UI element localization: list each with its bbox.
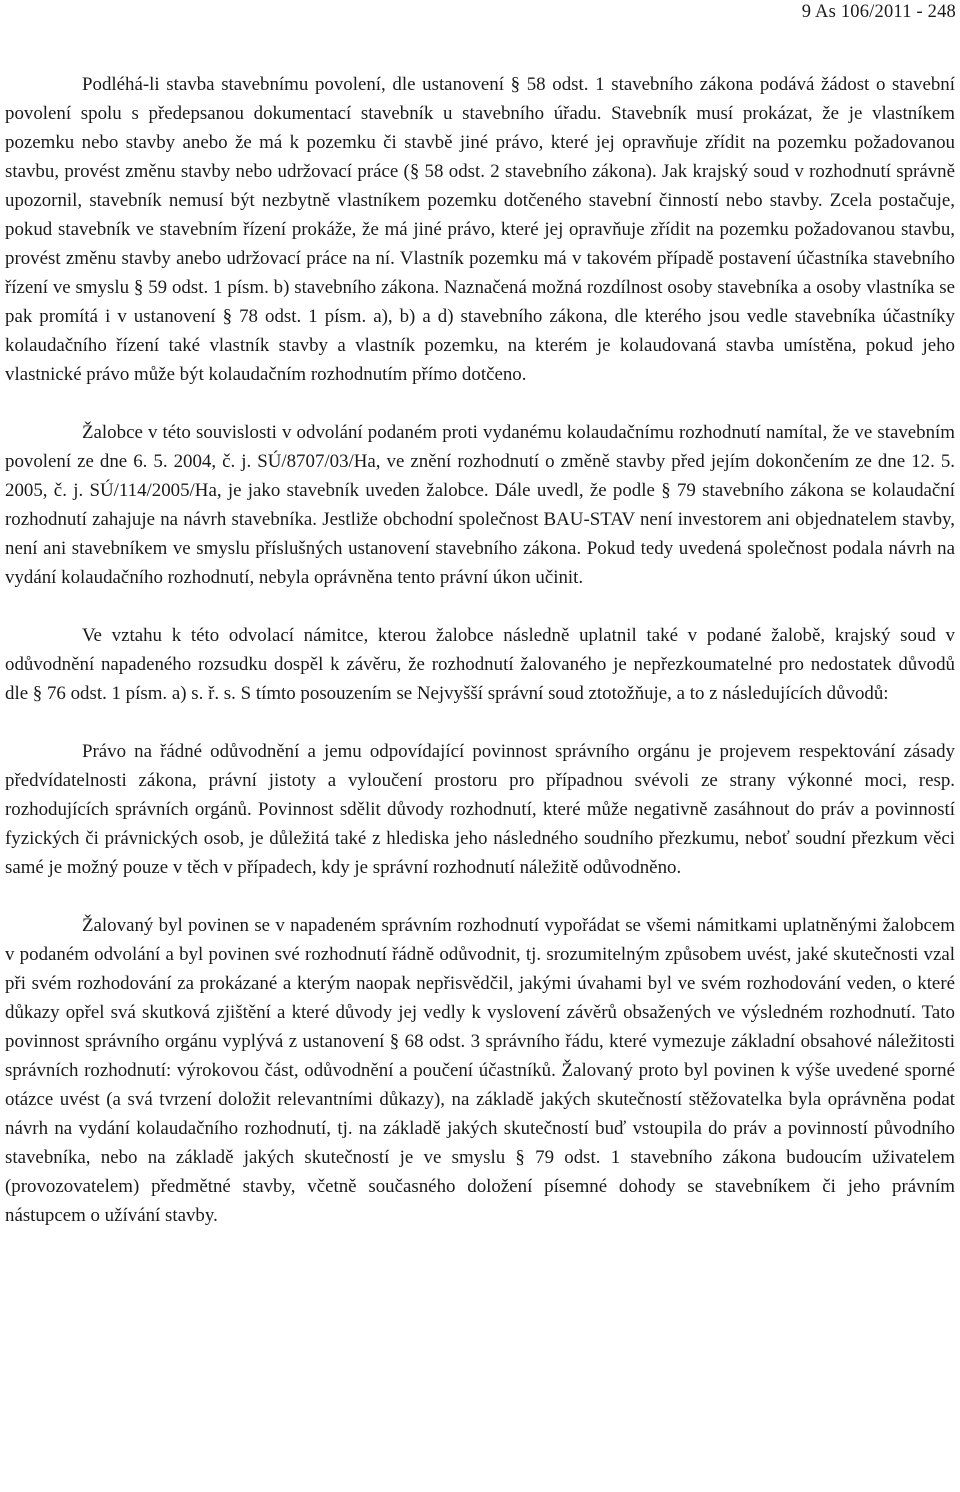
paragraph-right-to-reasoning: Právo na řádné odůvodnění a jemu odpovídající povinnost správního orgánu je projevem respektování zásady předvídatelnosti zákona, právní jistoty a vyloučení prostoru pro případnou svévoli ze strany výkonné moci, resp. rozhodujících správních orgánů. Povinnost sdělit důvody rozhodnutí, které může negativně zasáhnout do práv a povinností fyzických či právnických osob, je důležitá také z hlediska jeho následného soudního přezkumu, neboť soudní přezkum věci samé je možný pouze v těch v případech, kdy je správní rozhodnutí náležitě odůvodněno. <box>5 741 955 878</box>
paragraph-building-permit: Podléhá-li stavba stavebnímu povolení, dle ustanovení § 58 odst. 1 stavebního zákona podává žádost o stavební povolení spolu s předepsanou dokumentací stavebník u stavebního úřadu. Stavebník musí prokázat, že je vlastníkem pozemku nebo stavby anebo že má k pozemku či stavbě jiné právo, které jej opravňuje zřídit na pozemku požadovanou stavbu, provést změnu stavby nebo udržovací práce (§ 58 odst. 2 stavebního zákona). Jak krajský soud v rozhodnutí správně upozornil, stavebník nemusí být nezbytně vlastníkem pozemku dotčeného stavební činností nebo stavby. Zcela postačuje, pokud stavebník ve stavebním řízení prokáže, že má jiné právo, které jej opravňuje zřídit na pozemku požadovanou stavbu, provést změnu stavby anebo udržovací práce na ní. Vlastník pozemku má v takovém případě postavení účastníka stavebního řízení ve smyslu § 59 odst. 1 písm. b) stavebního zákona. Naznačená možná rozdílnost osoby stavebníka a osoby vlastníka se pak promítá i v ustanovení § 78 odst. 1 písm. a), b) a d) stavebního zákona, dle kterého jsou vedle stavebníka účastníky kolaudačního řízení také vlastník stavby a vlastník pozemku, na kterém je kolaudovaná stavba umístěna, pokud jeho vlastnické právo může být kolaudačním rozhodnutím přímo dotčeno. <box>5 74 955 385</box>
case-number-header: 9 As 106/2011 - 248 <box>801 2 956 22</box>
paragraph-appeal-objection: Žalobce v této souvislosti v odvolání podaném proti vydanému kolaudačnímu rozhodnutí namítal, že ve stavebním povolení ze dne 6. 5. 2004, č. j. SÚ/8707/03/Ha, ve znění rozhodnutí o změně stavby před jejím dokončením ze dne 12. 5. 2005, č. j. SÚ/114/2005/Ha, je jako stavebník uveden žalobce. Dále uvedl, že podle § 79 stavebního zákona se kolaudační rozhodnutí zahajuje na návrh stavebníka. Jestliže obchodní společnost BAU-STAV není investorem ani objednatelem stavby, není ani stavebníkem ve smyslu příslušných ustanovení stavebního zákona. Pokud tedy uvedená společnost podala návrh na vydání kolaudačního rozhodnutí, nebyla oprávněna tento právní úkon učinit. <box>5 422 955 588</box>
paragraph-defendant-obligation: Žalovaný byl povinen se v napadeném správním rozhodnutí vypořádat se všemi námitkami uplatněnými žalobcem v podaném odvolání a byl povinen své rozhodnutí řádně odůvodnit, tj. srozumitelným způsobem uvést, jaké skutečnosti vzal při svém rozhodování za prokázané a kterým naopak nepřisvědčil, jakými úvahami byl ve svém rozhodování veden, o které důkazy opřel svá skutková zjištění a které důvody jej vedly k vyslovení závěrů obsažených ve výsledném rozhodnutí. Tato povinnost správního orgánu vyplývá z ustanovení § 68 odst. 3 správního řádu, které vymezuje základní obsahové náležitosti správních rozhodnutí: výrokovou část, odůvodnění a poučení účastníků. Žalovaný proto byl povinen k výše uvedené sporné otázce uvést (a svá tvrzení doložit relevantními důkazy), na základě jakých skutečností stěžovatelka byla oprávněna podat návrh na vydání kolaudačního rozhodnutí, tj. na základě jakých skutečností buď vstoupila do práv a povinností původního stavebníka, nebo na základě jakých skutečností je ve smyslu § 79 odst. 1 stavebního zákona budoucím uživatelem (provozovatelem) předmětné stavby, včetně současného doložení písemné dohody se stavebníkem či jeho právním nástupcem o užívání stavby. <box>5 915 955 1226</box>
document-body <box>5 70 955 1259</box>
paragraph-regional-court-conclusion: Ve vztahu k této odvolací námitce, kterou žalobce následně uplatnil také v podané žalobě, krajský soud v odůvodnění napadeného rozsudku dospěl k závěru, že rozhodnutí žalovaného je nepřezkoumatelné pro nedostatek důvodů dle § 76 odst. 1 písm. a) s. ř. s. S tímto posouzením se Nejvyšší správní soud ztotožňuje, a to z následujících důvodů: <box>5 625 955 704</box>
